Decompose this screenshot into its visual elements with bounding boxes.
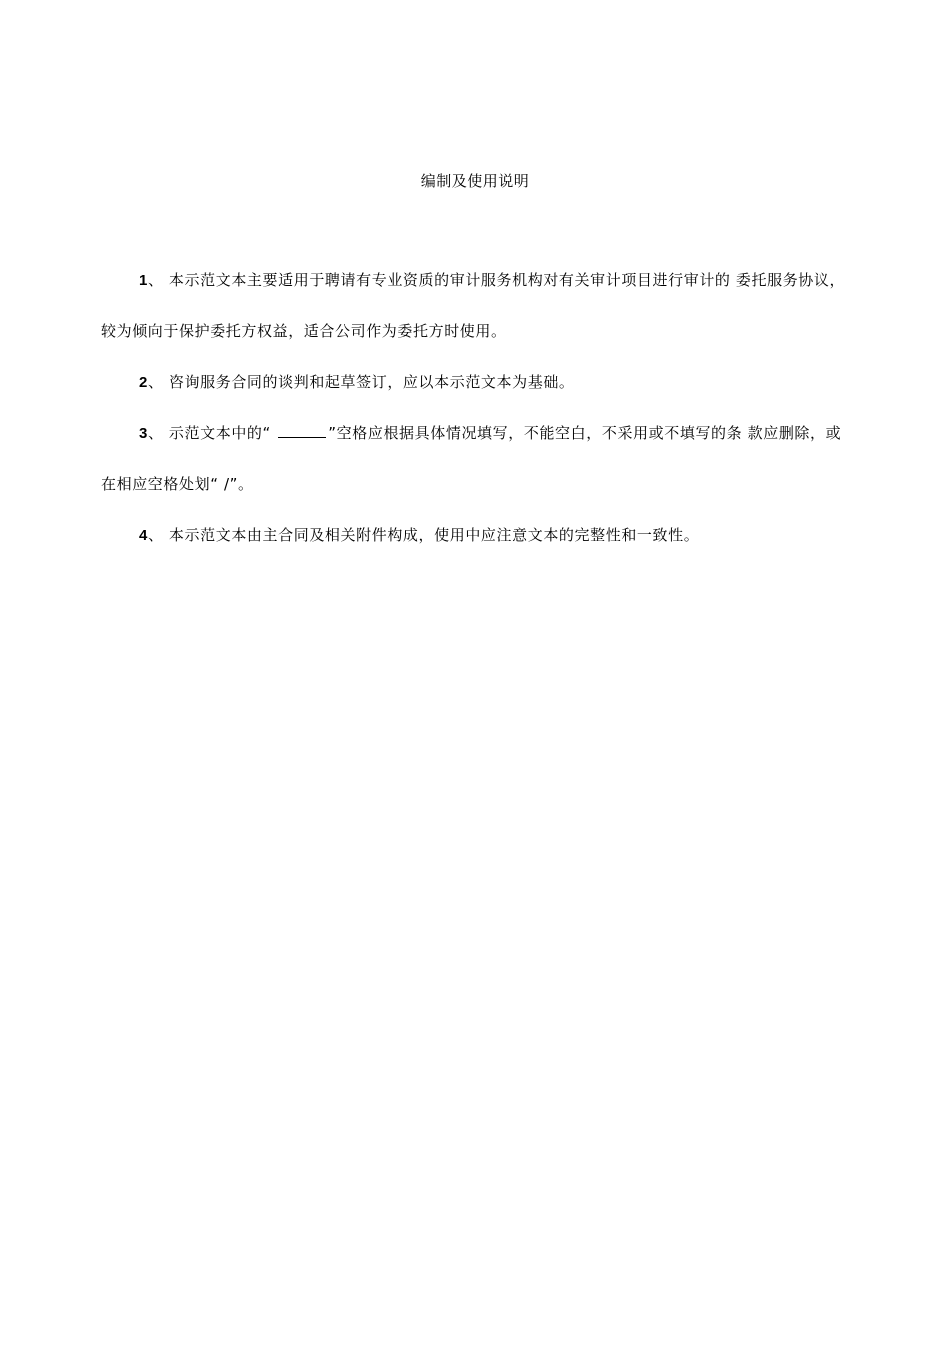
paragraph-2 <box>101 357 846 408</box>
paragraph-3 <box>101 408 846 510</box>
paragraph-4 <box>101 510 846 561</box>
paragraph-3-text-before-blank: 示范文本中的“ <box>163 424 277 442</box>
paragraph-1-text: 本示范文本主要适用于聘请有专业资质的审计服务机构对有关审计项目进行审计的 委托服务协议，较为倾向于保护委托方权益，适合公司作为委托方时使用。 <box>101 271 846 340</box>
fill-in-blank <box>278 425 326 438</box>
paragraph-4-text: 本示范文本由主合同及相关附件构成，使用中应注意文本的完整性和一致性。 <box>163 526 700 544</box>
paragraph-2-number: 2 <box>139 374 148 391</box>
paragraph-1-number: 1 <box>139 272 148 289</box>
paragraph-4-separator: 、 <box>147 526 164 544</box>
paragraph-3-number: 3 <box>139 425 148 442</box>
document-title: 编制及使用说明 <box>420 172 530 190</box>
document-body <box>101 255 846 561</box>
paragraph-4-number: 4 <box>139 527 148 544</box>
paragraph-3-separator: 、 <box>147 424 164 442</box>
paragraph-1-separator: 、 <box>147 271 164 289</box>
paragraph-1 <box>101 255 846 357</box>
paragraph-3-text-after-blank: ”空格应根据具体情况填写，不能空白，不采用或不填写的条 款应删除，或在相应空格处划“ /”。 <box>101 424 842 493</box>
paragraph-2-separator: 、 <box>147 373 164 391</box>
paragraph-2-text: 咨询服务合同的谈判和起草签订，应以本示范文本为基础。 <box>163 373 575 391</box>
